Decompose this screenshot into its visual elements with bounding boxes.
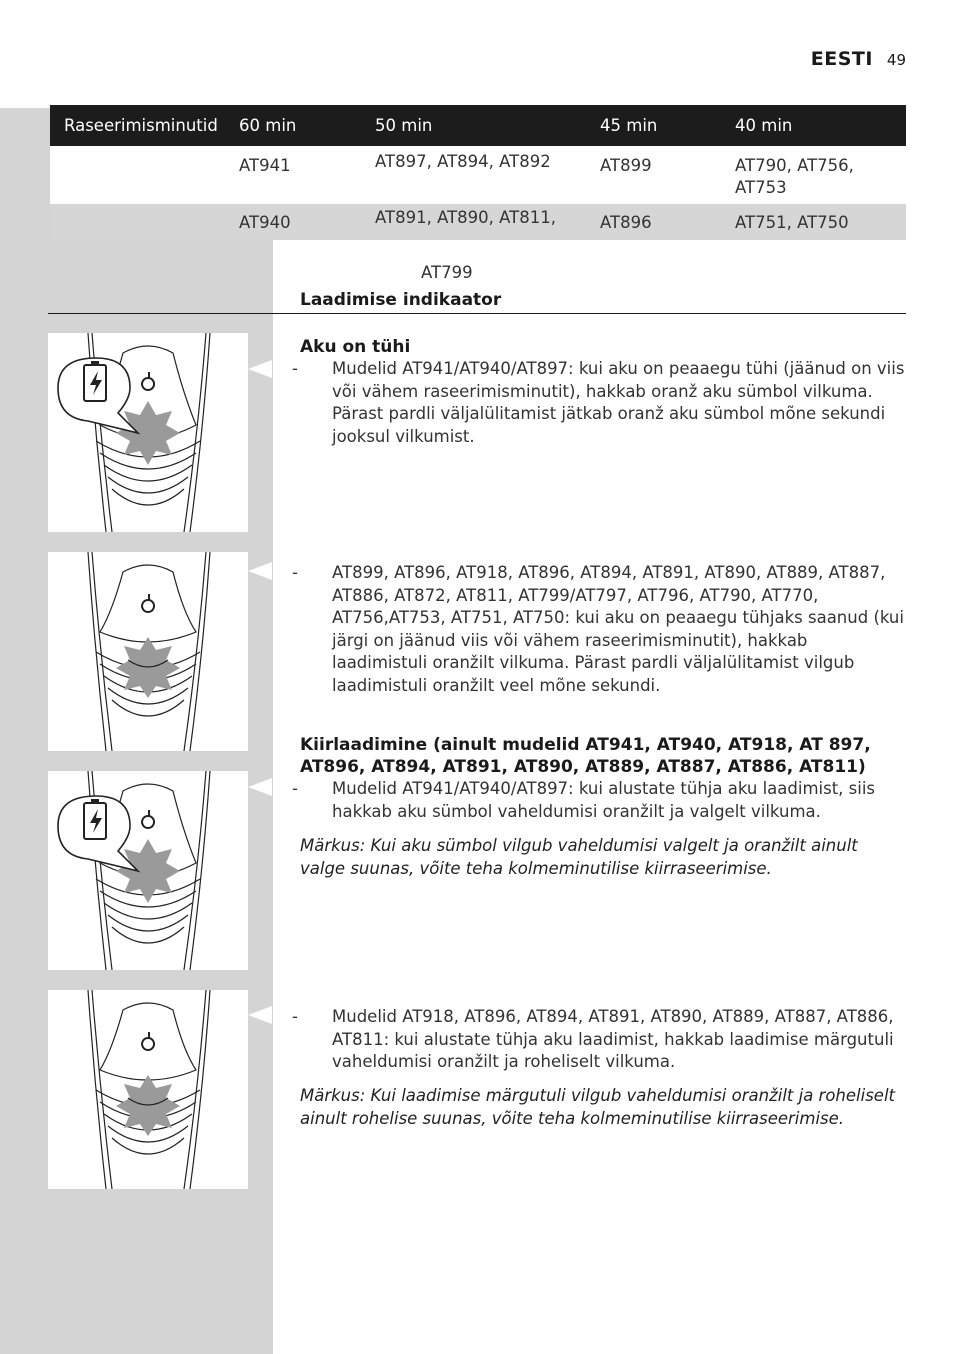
table-cell: AT940 <box>225 204 361 240</box>
table-cell: AT891, AT890, AT811, <box>361 204 586 240</box>
table-cell: AT751, AT750 <box>721 204 906 240</box>
table-header-cell: 60 min <box>225 105 361 146</box>
list-item-text: Mudelid AT918, AT896, AT894, AT891, AT890, AT889, AT887, AT886, AT811: kui alustate tühja aku laadimist, hakkab laadimise märgutuli vaheldumisi oranžilt ja roheliselt vilkuma. <box>332 1007 894 1071</box>
list-item-text: Mudelid AT941/AT940/AT897: kui aku on peaaegu tühi (jäänud on viis või vähem raseerimisminutit), hakkab oranž aku sümbol vilkuma. Pärast pardli väljalülitamist jätkab oranž aku sümbol mõne sekundi jooksul vilkumist. <box>332 359 905 446</box>
table-row <box>50 204 906 240</box>
table-cell: AT941 <box>225 146 361 204</box>
shaver-illustration-charging-light <box>48 990 248 1189</box>
table-header-cell: 50 min <box>361 105 586 146</box>
language-label: EESTI <box>810 48 873 70</box>
shaving-minutes-table <box>50 105 906 240</box>
shaver-light-icon <box>48 990 248 1189</box>
pointer-arrow <box>248 562 272 580</box>
page-number: 49 <box>886 51 906 69</box>
table-header-cell: 40 min <box>721 105 906 146</box>
shaver-light-icon <box>48 552 248 751</box>
note-text: Märkus: Kui aku sümbol vilgub vaheldumisi valgelt ja oranžilt ainult valge suunas, võite teha kolmeminutilise kiirraseerimise. <box>300 836 858 878</box>
table-header-cell: Raseerimisminutid <box>50 105 225 146</box>
table-header-row <box>50 105 906 146</box>
bullet-dash: - <box>292 359 298 378</box>
list-item-text: AT899, AT896, AT918, AT896, AT894, AT891, AT890, AT889, AT887, AT886, AT872, AT811, AT799/AT797, AT796, AT790, AT770, AT756,AT753, AT751, AT750: kui aku on peaaegu tühjaks saanud (kui järgi on jäänud viis või vähem raseerimisminutit), hakkab laadimistuli oranžilt vilkuma. Pärast pardli väljalülitamist vilgub laadimistuli oranžilt veel mõne sekundi. <box>332 563 904 695</box>
shaver-illustration-battery <box>48 333 248 532</box>
pointer-arrow <box>248 1006 272 1024</box>
table-cell: AT899 <box>586 146 721 204</box>
table-row <box>50 146 906 204</box>
shaver-battery-icon <box>48 333 248 532</box>
list-item <box>292 778 906 823</box>
battery-empty-title: Aku on tühi <box>300 337 411 357</box>
pointer-arrow <box>248 778 272 796</box>
table-cell: AT790, AT756, AT753 <box>721 146 906 204</box>
shaver-illustration-charging-light <box>48 552 248 751</box>
note-text: Märkus: Kui laadimise märgutuli vilgub vaheldumisi oranžilt ja roheliselt ainult rohelise suunas, võite teha kolmeminutilise kiirraseerimise. <box>300 1086 896 1128</box>
page-header <box>811 48 906 70</box>
table-cell: AT897, AT894, AT892 <box>361 146 586 204</box>
section-divider <box>48 313 906 314</box>
shaver-illustration-battery <box>48 771 248 970</box>
table-cell <box>50 204 225 240</box>
table-cell: AT896 <box>586 204 721 240</box>
pointer-arrow <box>248 360 272 378</box>
bullet-dash: - <box>292 1007 298 1026</box>
list-item <box>292 1006 906 1074</box>
list-item-text: Mudelid AT941/AT940/AT897: kui alustate tühja aku laadimist, siis hakkab aku sümbol vaheldumisi oranžilt ja valgelt vilkuma. <box>332 779 876 821</box>
table-cell <box>50 146 225 204</box>
shaver-battery-icon <box>48 771 248 970</box>
bullet-dash: - <box>292 563 298 582</box>
table-overflow-text: AT799 <box>421 263 473 282</box>
table-header-cell: 45 min <box>586 105 721 146</box>
section-title: Laadimise indikaator <box>300 290 502 310</box>
quick-charge-title: Kiirlaadimine (ainult mudelid AT941, AT940, AT918, AT 897, AT896, AT894, AT891, AT890, AT889, AT887, AT886, AT811) <box>300 735 871 777</box>
list-item <box>292 358 906 448</box>
list-item <box>292 562 906 697</box>
bullet-dash: - <box>292 779 298 798</box>
